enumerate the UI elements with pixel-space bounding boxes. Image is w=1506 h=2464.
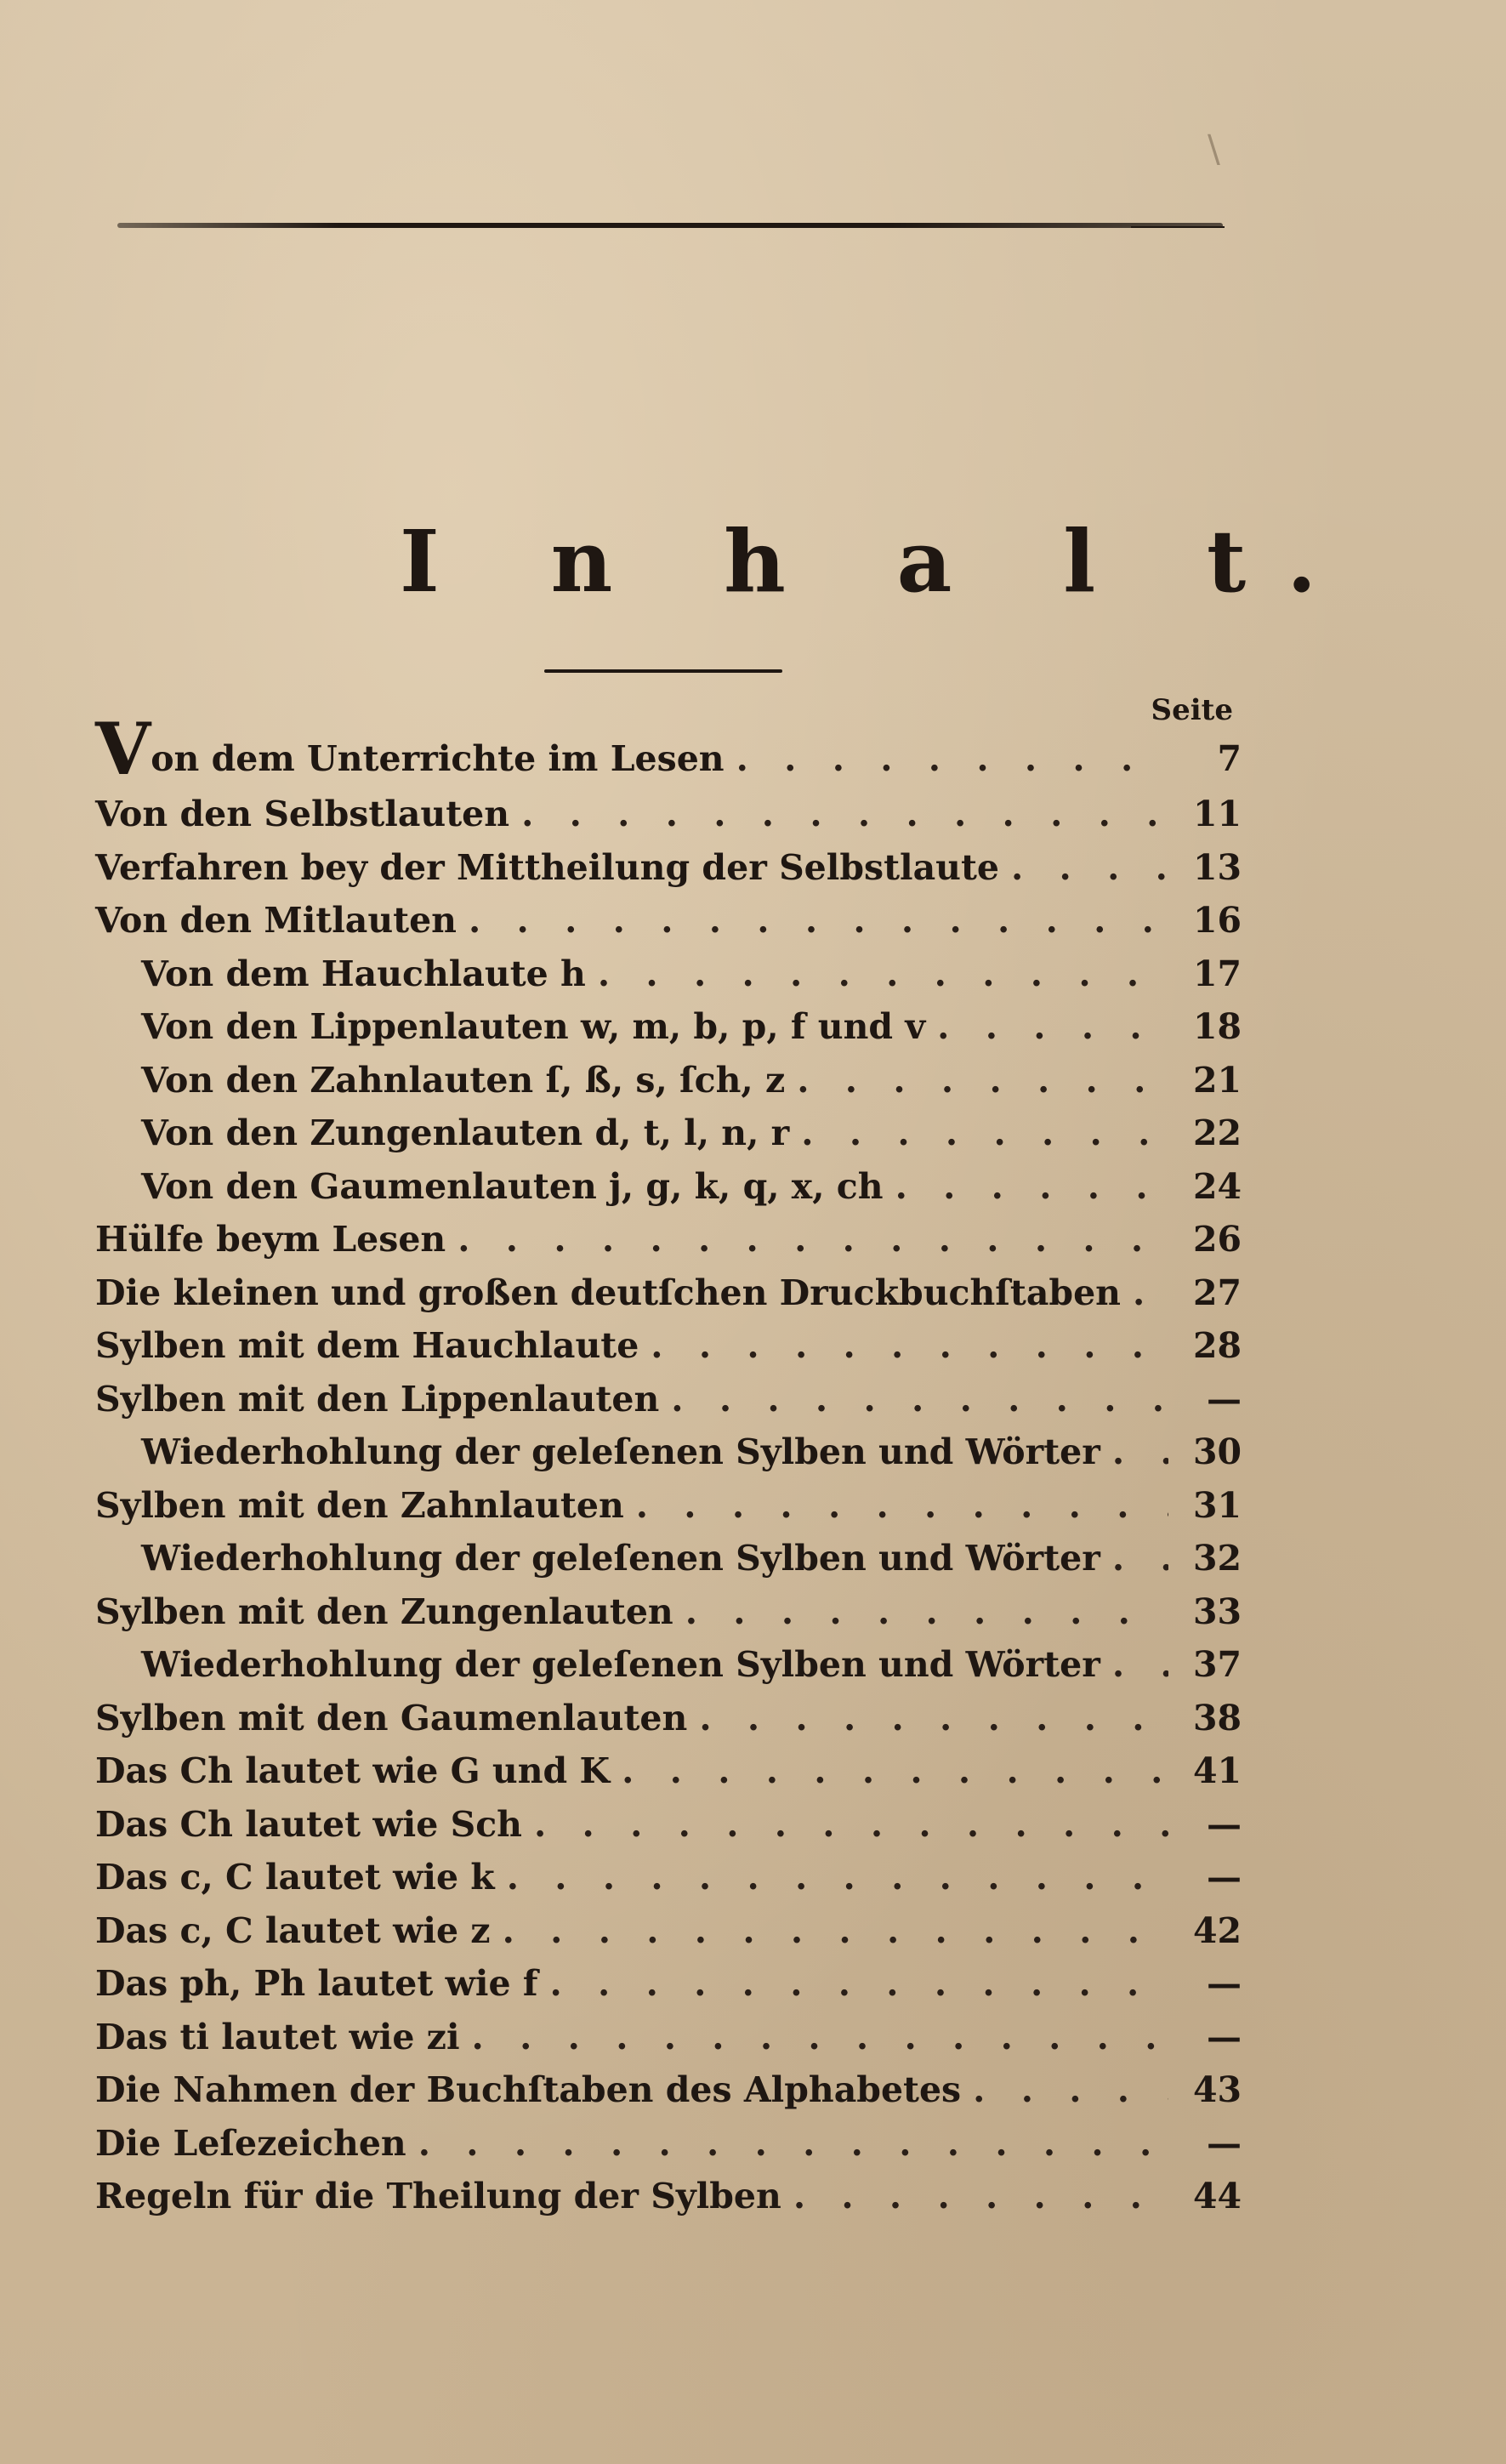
toc-entry-title: Die kleinen und großen deutſchen Druckbuchſtaben (95, 1272, 1121, 1313)
toc-entry (95, 1373, 1242, 1426)
toc-entry-page: — (1207, 1803, 1242, 1845)
toc-entry (95, 894, 1242, 947)
leader-dots (895, 1160, 1168, 1214)
leader-dots (973, 2063, 1168, 2117)
leader-dots (636, 1479, 1168, 1533)
toc-entry-title: Wiederhohlung der geleſenen Sylben und Wörter (141, 1431, 1100, 1472)
toc-entry (95, 1585, 1242, 1639)
leader-dots (651, 1319, 1168, 1373)
toc-entry-title: Von den Selbstlauten (95, 794, 510, 834)
toc-entry-page: 7 (1217, 738, 1242, 779)
toc-entry-page: 27 (1192, 1272, 1242, 1313)
leader-dots (457, 1213, 1168, 1266)
toc-entry (95, 1479, 1242, 1533)
toc-entry (95, 1266, 1242, 1320)
toc-entry-page: 37 (1192, 1644, 1242, 1685)
toc-entry-page: 33 (1192, 1591, 1242, 1632)
toc-entry (95, 841, 1242, 895)
leader-dots (418, 2117, 1168, 2171)
toc-entry-title: Regeln für die Theilung der Sylben (95, 2176, 781, 2216)
toc-entry-page: 44 (1192, 2176, 1242, 2216)
toc-entry-title: Wiederhohlung der geleſenen Sylben und Wörter (141, 1644, 1100, 1685)
toc-entry-title: Die Leſezeichen (95, 2122, 406, 2164)
leader-dots (622, 1744, 1168, 1798)
toc-entry-title: Das ti lautet wie zi (95, 2016, 460, 2057)
toc-entry-page: 42 (1192, 1909, 1242, 1951)
leader-dots (549, 1957, 1168, 2011)
leader-dots (797, 1054, 1168, 1107)
toc-entry-page: 41 (1192, 1750, 1242, 1791)
toc-entry-page: — (1207, 2016, 1242, 2057)
toc-entry (95, 1107, 1242, 1160)
toc-entry-page: 18 (1192, 1006, 1242, 1047)
toc-entry-title: Verfahren bey der Mittheilung der Selbstlaute (95, 846, 999, 888)
toc-entry-page: 17 (1192, 953, 1242, 994)
leader-dots (507, 1851, 1168, 1904)
toc-entry-page: 13 (1192, 846, 1242, 888)
toc-entry-page: 28 (1192, 1325, 1242, 1366)
toc-entry (95, 2117, 1242, 2171)
toc-entry-title: Von den Mitlauten (95, 900, 457, 941)
toc-entry-title: Sylben mit den Lippenlauten (95, 1378, 660, 1420)
toc-entry-title: Von den Zahnlauten ſ, ß, s, ſch, z (141, 1059, 786, 1101)
toc-entry (95, 1213, 1242, 1266)
toc-entry-page: 11 (1192, 794, 1242, 834)
leader-dots (472, 2011, 1168, 2064)
toc-entry (95, 2063, 1242, 2117)
leader-dots (1112, 1638, 1168, 1692)
toc-entry (95, 1744, 1242, 1798)
toc-entry-page: — (1207, 1378, 1242, 1420)
toc-entry (95, 1692, 1242, 1745)
toc-entry (95, 1851, 1242, 1904)
toc-entry (95, 1532, 1242, 1585)
title-rule (544, 669, 782, 673)
toc-entry-page: — (1207, 1963, 1242, 2004)
toc-entry-page: 21 (1192, 1059, 1242, 1101)
toc-entry-title: Sylben mit dem Hauchlaute (95, 1325, 639, 1366)
toc-entry-title: Von dem Hauchlaute h (141, 953, 586, 994)
page-title: I n h a l t. (400, 511, 1358, 612)
toc-entry-title-text: on dem Unterrichte im Lesen (151, 738, 725, 779)
toc-entry-page: — (1207, 1857, 1242, 1898)
leader-dots (521, 788, 1168, 841)
toc-entry-title: Von den Lippenlauten w, m, b, p, f und v (141, 1006, 926, 1047)
toc-entry-title: Das Ch lautet wie Sch (95, 1803, 522, 1845)
toc-entry-page: — (1207, 2122, 1242, 2164)
toc-entry (95, 2011, 1242, 2064)
toc-entry (95, 1160, 1242, 1214)
toc-entry-title: Von den Gaumenlauten j, g, k, q, x, ch (141, 1165, 884, 1207)
toc-entry (95, 1904, 1242, 1958)
leader-dots (469, 894, 1168, 947)
toc-entry (95, 1054, 1242, 1107)
top-rule-end (1131, 226, 1225, 228)
toc-entry-title: Das c, C lautet wie k (95, 1857, 495, 1898)
toc-entry-page: 22 (1192, 1112, 1242, 1153)
leader-dots (598, 947, 1168, 1001)
leader-dots (801, 1107, 1168, 1160)
toc-entry-page: 32 (1192, 1538, 1242, 1579)
leader-dots (685, 1585, 1168, 1639)
leader-dots (534, 1798, 1168, 1852)
toc-entry (95, 947, 1242, 1001)
toc-entry (95, 1798, 1242, 1852)
toc-entry (95, 1000, 1242, 1054)
toc-entry-title: Hülfe beym Lesen (95, 1219, 446, 1260)
toc-entry-title: Von den Zungenlauten d, t, l, n, r (141, 1112, 790, 1153)
toc-entry (95, 788, 1242, 841)
toc-initial: V (95, 707, 151, 791)
toc-entry-title: Das c, C lautet wie z (95, 1909, 491, 1951)
page-column-header: Seite (1151, 693, 1233, 727)
corner-mark: \ (1208, 128, 1220, 171)
toc-entry-page: 31 (1192, 1484, 1242, 1526)
leader-dots (503, 1904, 1168, 1958)
toc-entry-title: Die Nahmen der Buchſtaben des Alphabetes (95, 2069, 962, 2110)
toc-entry (95, 1319, 1242, 1373)
toc-entry-title: Wiederhohlung der geleſenen Sylben und Wörter (141, 1538, 1100, 1579)
leader-dots (699, 1692, 1168, 1745)
leader-dots (1112, 1532, 1168, 1585)
toc-entry (95, 1957, 1242, 2011)
leader-dots (793, 2170, 1168, 2223)
toc-entry-page: 38 (1192, 1697, 1242, 1738)
toc-entry-page: 30 (1192, 1431, 1242, 1472)
toc-entry-title (95, 707, 725, 791)
leader-dots (736, 730, 1168, 788)
toc-entry-page: 24 (1192, 1165, 1242, 1207)
leader-dots (937, 1000, 1168, 1054)
toc-entry (95, 1425, 1242, 1479)
toc-entry-title: Das Ch lautet wie G und K (95, 1750, 611, 1791)
leader-dots (1011, 841, 1168, 895)
toc-entry-title: Das ph, Ph lautet wie f (95, 1963, 538, 2004)
leader-dots (1112, 1425, 1168, 1479)
toc-entry-page: 43 (1192, 2069, 1242, 2110)
toc-entry-title: Sylben mit den Zahnlauten (95, 1484, 624, 1526)
toc-entry-title: Sylben mit den Zungenlauten (95, 1591, 673, 1632)
leader-dots (1133, 1266, 1168, 1320)
toc-entry-title: Sylben mit den Gaumenlauten (95, 1697, 688, 1738)
toc-entry (95, 2170, 1242, 2223)
top-rule (117, 223, 1223, 228)
leader-dots (671, 1373, 1168, 1426)
toc-entry-page: 16 (1192, 900, 1242, 941)
toc-entry-page: 26 (1192, 1219, 1242, 1260)
toc-entry (95, 1638, 1242, 1692)
